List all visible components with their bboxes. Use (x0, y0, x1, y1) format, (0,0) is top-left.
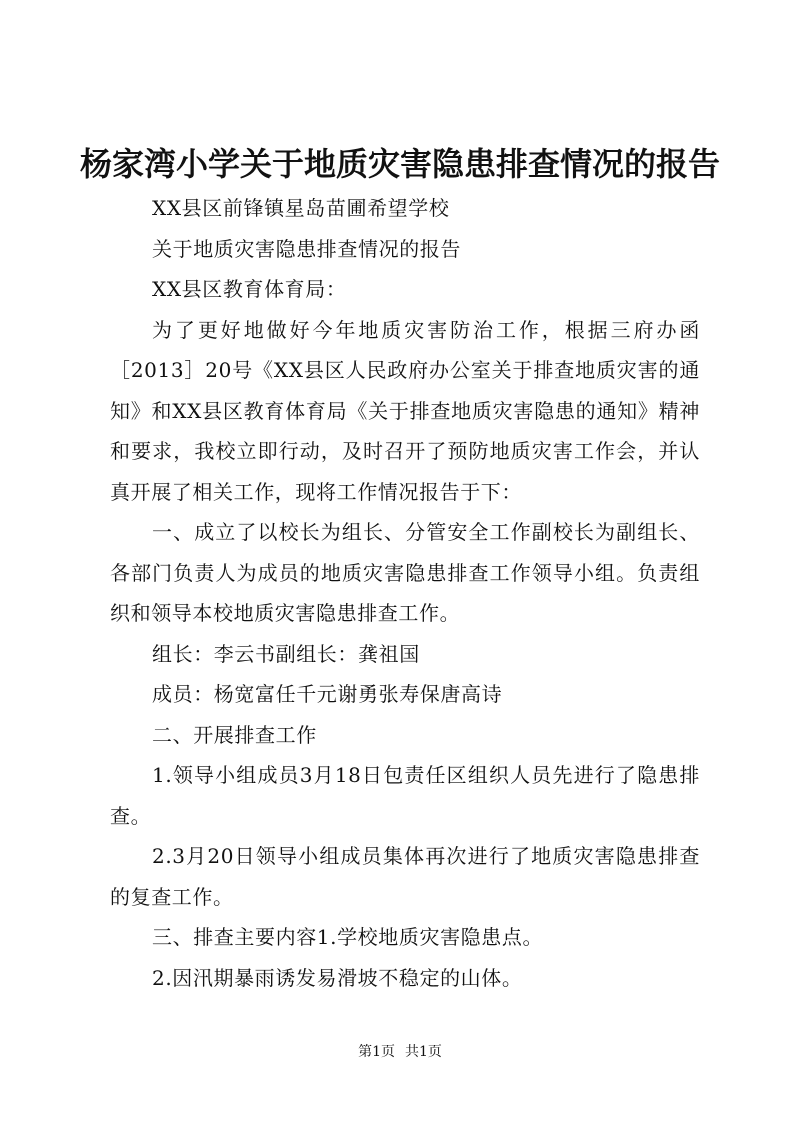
page-number: 第1页 (358, 1044, 395, 1060)
paragraph-school-name: XX县区前锋镇星岛苗圃希望学校 (152, 196, 450, 220)
paragraph-section-one: 一、成立了以校长为组长、分管安全工作副校长为副组长、各部门负责人为成员的地质灾害隐患排查工作领导小组。负责组织和领导本校地质灾害隐患排查工作。 (110, 520, 700, 625)
page-footer (0, 1040, 800, 1064)
paragraph-section-two: 二、开展排查工作 (152, 722, 317, 747)
paragraph-item-1: 1.领导小组成员3月18日包责任区组织人员先进行了隐患排查。 (110, 763, 700, 828)
paragraph-group-leaders: 组长：李云书副组长：龚祖国 (152, 641, 420, 666)
document-body (110, 188, 700, 998)
document-title: 杨家湾小学关于地质灾害隐患排查情况的报告 (79, 145, 720, 183)
paragraph-section-three: 三、排查主要内容1.学校地质灾害隐患点。 (152, 925, 544, 949)
paragraph-report-heading: 关于地质灾害隐患排查情况的报告 (152, 236, 461, 261)
paragraph-recipient: XX县区教育体育局： (152, 277, 347, 301)
paragraph-item-2b: 2.因汛期暴雨诱发易滑坡不稳定的山体。 (152, 965, 523, 990)
page-total: 共1页 (405, 1044, 442, 1060)
paragraph-introduction: 为了更好地做好今年地质灾害防治工作，根据三府办函［2013］20号《XX县区人民政府办公室关于排查地质灾害的通知》和XX县区教育体育局《关于排查地质灾害隐患的通知》精神和要求，我校立即行动，及时召开了预防地质灾害工作会，并认真开展了相关工作，现将工作情况报告于下： (110, 317, 700, 504)
paragraph-group-members: 成员：杨宽富任千元谢勇张寿保唐高诗 (152, 682, 503, 706)
paragraph-item-2: 2.3月20日领导小组成员集体再次进行了地质灾害隐患排查的复查工作。 (110, 844, 700, 909)
